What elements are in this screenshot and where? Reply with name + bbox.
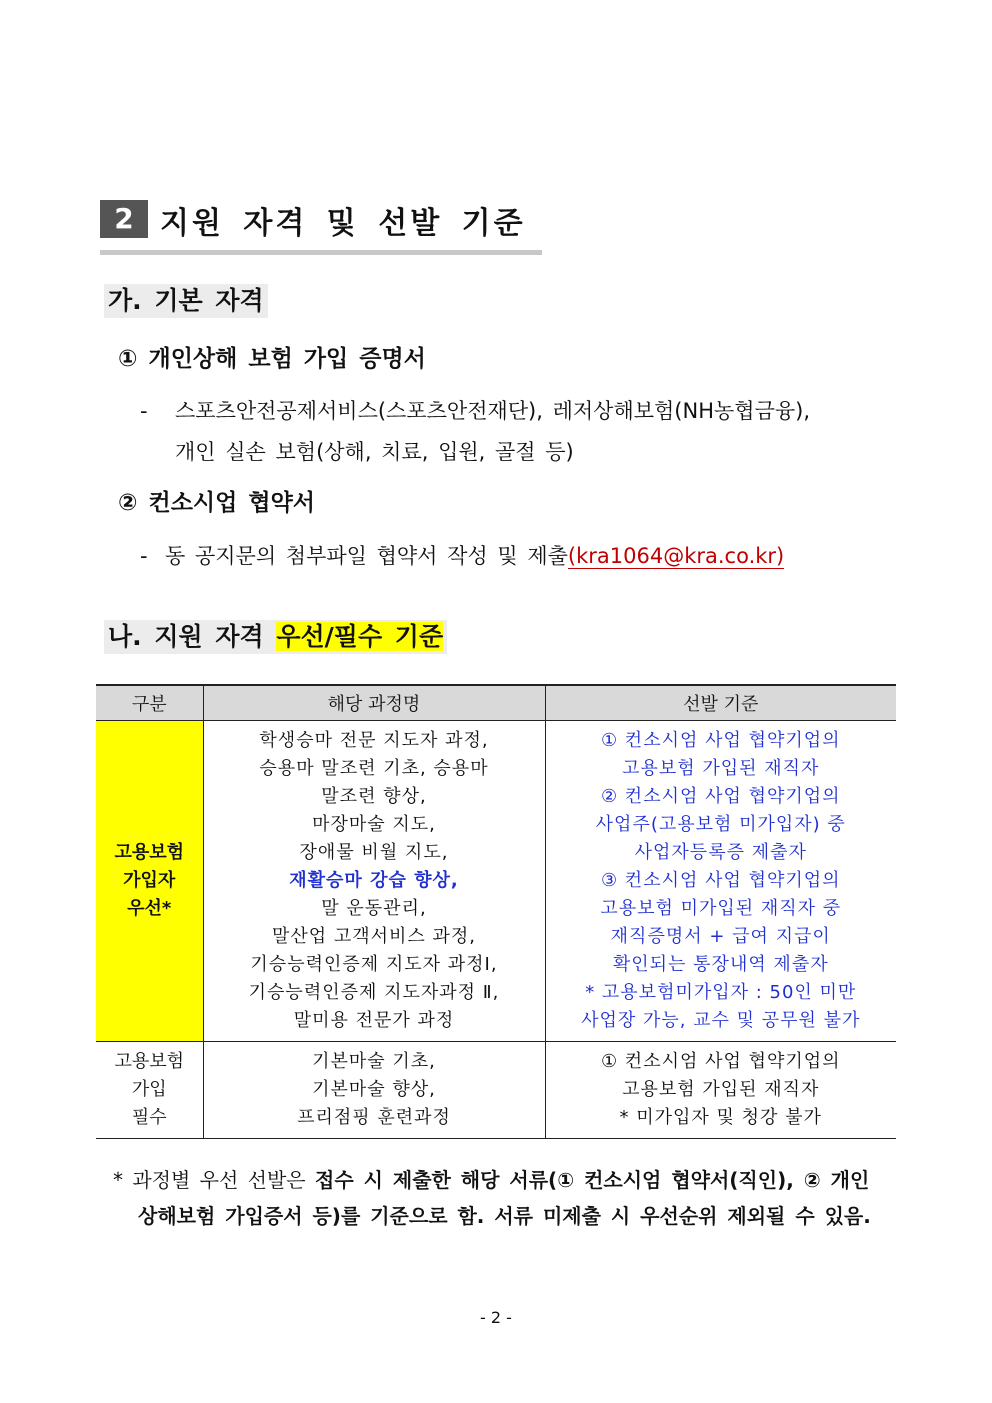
category-cell bbox=[96, 721, 203, 1042]
table-row bbox=[96, 721, 896, 1042]
section-number: 2 bbox=[100, 200, 148, 238]
course-item: 기승능력인증제 지도자과정 Ⅱ, bbox=[248, 982, 500, 1003]
course-item: 프리점핑 훈련과정 bbox=[297, 1107, 451, 1128]
category-cell bbox=[96, 1042, 203, 1139]
email-link[interactable]: (kra1064@kra.co.kr) bbox=[567, 544, 785, 568]
category-line: 고용보험 bbox=[114, 1051, 185, 1072]
category-line: 가입 bbox=[131, 1079, 167, 1100]
category-line: 고용보험 bbox=[114, 842, 185, 863]
agreement-instruction-text: 동 공지문의 첨부파일 협약서 작성 및 제출 bbox=[165, 544, 568, 568]
insurance-list-line-2: 개인 실손 보험(상해, 치료, 입원, 골절 등) bbox=[175, 440, 574, 464]
course-item: 장애물 비월 지도, bbox=[299, 842, 449, 863]
agreement-instruction bbox=[165, 540, 784, 572]
criteria-line: 확인되는 통장내역 제출자 bbox=[612, 954, 829, 975]
table-header-row bbox=[96, 685, 896, 721]
item-consortium-agreement: ② 컨소시업 협약서 bbox=[118, 490, 316, 516]
insurance-list-line-1: 스포츠안전공제서비스(스포츠안전재단), 레저상해보험(NH농협금융), bbox=[175, 399, 811, 423]
criteria-line: 재직증명서 + 급여 지급이 bbox=[610, 926, 831, 947]
header-criteria: 선발 기준 bbox=[545, 685, 896, 721]
category-line: 우선* bbox=[127, 898, 172, 919]
footnote-plain: * 과정별 우선 선발은 bbox=[113, 1168, 315, 1192]
criteria-line: * 미가입자 및 청강 불가 bbox=[619, 1107, 822, 1128]
course-item: 마장마술 지도, bbox=[312, 814, 436, 835]
course-item-highlighted: 재활승마 강습 향상, bbox=[289, 870, 459, 891]
criteria-line: 고용보험 미가입된 재직자 중 bbox=[600, 898, 842, 919]
criteria-line: 고용보험 가입된 재직자 bbox=[622, 1079, 820, 1100]
course-item: 말 운동관리, bbox=[321, 898, 427, 919]
course-item: 승용마 말조련 기초, 승용마 bbox=[259, 758, 489, 779]
criteria-line: 사업주(고용보험 미가입자) 중 bbox=[595, 814, 846, 835]
category-line: 필수 bbox=[131, 1107, 167, 1128]
criteria-line: * 고용보험미가입자 : 50인 미만 bbox=[585, 982, 857, 1003]
criteria-line: ① 컨소시엄 사업 협약기업의 bbox=[600, 730, 841, 751]
footnote-line-1 bbox=[113, 1162, 869, 1198]
dash-bullet: - bbox=[140, 399, 148, 423]
table-row bbox=[96, 1042, 896, 1139]
basic-qualification-heading: 가. 기본 자격 bbox=[104, 284, 268, 318]
criteria-cell bbox=[545, 1042, 896, 1139]
courses-cell bbox=[203, 721, 545, 1042]
page-number: - 2 - bbox=[480, 1308, 512, 1327]
priority-heading-text: 나. 지원 자격 bbox=[108, 622, 277, 651]
criteria-line: 사업자등록증 제출자 bbox=[634, 842, 807, 863]
course-item: 말조련 향상, bbox=[321, 786, 427, 807]
criteria-line: ① 컨소시엄 사업 협약기업의 bbox=[600, 1051, 841, 1072]
criteria-cell bbox=[545, 721, 896, 1042]
header-courses: 해당 과정명 bbox=[203, 685, 545, 721]
priority-heading-highlight: 우선/필수 기준 bbox=[276, 622, 444, 651]
criteria-table bbox=[96, 684, 896, 1139]
footnote-line-2: 상해보험 가입증서 등)를 기준으로 함. 서류 미제출 시 우선순위 제외될 수 있음. bbox=[138, 1204, 871, 1228]
criteria-line: ③ 컨소시엄 사업 협약기업의 bbox=[600, 870, 841, 891]
courses-cell bbox=[203, 1042, 545, 1139]
section-divider bbox=[100, 250, 542, 255]
course-item: 기승능력인증제 지도자 과정Ⅰ, bbox=[250, 954, 498, 975]
priority-criteria-heading bbox=[104, 620, 447, 654]
criteria-line: 고용보험 가입된 재직자 bbox=[622, 758, 820, 779]
course-item: 학생승마 전문 지도자 과정, bbox=[259, 730, 489, 751]
header-category: 구분 bbox=[96, 685, 203, 721]
criteria-line: ② 컨소시엄 사업 협약기업의 bbox=[600, 786, 841, 807]
category-line: 가입자 bbox=[123, 870, 176, 891]
course-item: 말미용 전문가 과정 bbox=[293, 1010, 455, 1031]
footnote-bold: 접수 시 제출한 해당 서류(① 컨소시엄 협약서(직인), ② 개인 bbox=[315, 1168, 870, 1192]
criteria-line: 사업장 가능, 교수 및 공무원 불가 bbox=[581, 1010, 861, 1031]
dash-bullet: - bbox=[140, 544, 148, 568]
item-insurance-certificate: ① 개인상해 보험 가입 증명서 bbox=[118, 346, 426, 372]
course-item: 기본마술 기초, bbox=[312, 1051, 436, 1072]
course-item: 말산업 고객서비스 과정, bbox=[271, 926, 477, 947]
section-title: 지원 자격 및 선발 기준 bbox=[160, 206, 526, 241]
course-item: 기본마술 향상, bbox=[312, 1079, 436, 1100]
